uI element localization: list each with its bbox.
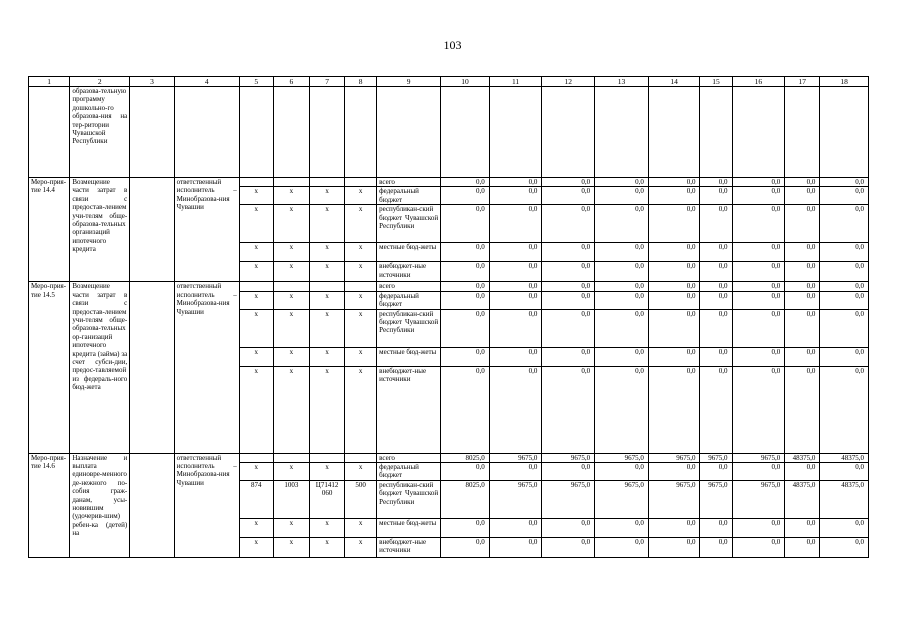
year-value: 9675,0 [700,453,732,462]
year-value: 0,0 [732,347,785,366]
measure-name: Возмещение части затрат в связи с предостав-лением учи-телям обще-образова-тельных организаций ипотечного кредита [70,178,130,282]
year-value: 0,0 [820,538,869,558]
year-value: 0,0 [441,538,490,558]
year-value: 0,0 [595,178,649,187]
year-value: 0,0 [785,282,820,291]
year-value: 0,0 [820,205,869,243]
year-value: 0,0 [441,205,490,243]
section-code: x [273,309,309,347]
executor: ответственный исполнитель – Минобразова-ния Чувашии [174,178,239,282]
grbs-code: x [239,262,273,282]
year-value: 0,0 [595,205,649,243]
col-header: 2 [70,77,130,87]
funding-source: республикан-ский бюджет Чувашской Республики [377,205,441,243]
expense-type-code: x [345,366,377,453]
year-value: 48375,0 [785,453,820,462]
year-value: 0,0 [441,291,490,309]
section-code: x [273,243,309,262]
target-article-code: x [310,205,345,243]
year-value: 0,0 [785,309,820,347]
col-header: 1 [29,77,70,87]
expense-type-code: 500 [345,481,377,519]
measure-code: Меро-прия-тие 14.4 [29,178,70,282]
year-value: 0,0 [595,366,649,453]
year-value: 0,0 [542,519,595,538]
year-value: 0,0 [700,366,732,453]
co-executor [130,282,174,453]
grbs-code [239,178,273,187]
col-header: 12 [542,77,595,87]
year-value: 0,0 [441,347,490,366]
expense-type-code [345,453,377,462]
year-value: 0,0 [595,282,649,291]
year-value: 0,0 [785,463,820,481]
year-value: 0,0 [595,291,649,309]
year-value: 0,0 [441,187,490,205]
section-code: x [273,187,309,205]
expense-type-code [345,178,377,187]
year-value: 0,0 [542,463,595,481]
grbs-code [239,282,273,291]
year-value: 0,0 [785,291,820,309]
year-value: 0,0 [595,347,649,366]
funding-source: всего [377,282,441,291]
year-value: 0,0 [489,463,542,481]
year-value: 0,0 [542,178,595,187]
year-value: 0,0 [732,463,785,481]
year-value: 0,0 [700,187,732,205]
section-code [273,282,309,291]
year-value: 0,0 [489,262,542,282]
expense-type-code [345,282,377,291]
year-value: 9675,0 [648,481,700,519]
expense-type-code: x [345,291,377,309]
year-value: 9675,0 [542,453,595,462]
year-value: 0,0 [732,519,785,538]
year-value: 0,0 [820,187,869,205]
funding-source: местные бюд-жеты [377,243,441,262]
year-value: 0,0 [648,291,700,309]
measure-code: Меро-прия-тие 14.6 [29,453,70,557]
year-value: 48375,0 [820,453,869,462]
funding-source: внебюджет-ные источники [377,262,441,282]
year-value: 0,0 [489,205,542,243]
year-value: 0,0 [648,366,700,453]
col-header: 11 [489,77,542,87]
year-value: 0,0 [542,291,595,309]
grbs-code: x [239,347,273,366]
year-value: 9675,0 [542,481,595,519]
year-value: 0,0 [648,205,700,243]
section-code: x [273,262,309,282]
year-value: 0,0 [441,178,490,187]
funding-source: федеральный бюджет [377,187,441,205]
measure-code: Меро-прия-тие 14.5 [29,282,70,453]
year-value: 0,0 [700,205,732,243]
funding-source: всего [377,453,441,462]
expense-type-code: x [345,463,377,481]
year-value: 0,0 [700,243,732,262]
target-article-code: x [310,463,345,481]
year-value: 0,0 [648,538,700,558]
year-value: 0,0 [785,243,820,262]
year-value: 0,0 [489,282,542,291]
col-header: 6 [273,77,309,87]
year-value: 0,0 [820,463,869,481]
year-value: 0,0 [595,262,649,282]
year-value: 0,0 [595,309,649,347]
target-article-code: x [310,243,345,262]
year-value: 0,0 [820,291,869,309]
funding-source: федеральный бюджет [377,463,441,481]
measure-name: Назначение и выплата единовре-менного де-нежного по-собия граж-данам, усы-новившим (удочерив-шим) ребен-ка (детей) на [70,453,130,557]
year-value: 0,0 [595,538,649,558]
year-value: 0,0 [542,538,595,558]
year-value: 0,0 [732,262,785,282]
section-code: x [273,291,309,309]
section-code: 1003 [273,481,309,519]
funding-source: местные бюд-жеты [377,347,441,366]
year-value: 0,0 [489,538,542,558]
year-value: 0,0 [595,463,649,481]
section-code: x [273,366,309,453]
year-value: 0,0 [700,291,732,309]
funding-source: федеральный бюджет [377,291,441,309]
col-header: 10 [441,77,490,87]
funding-source: республикан-ский бюджет Чувашской Республики [377,309,441,347]
year-value: 0,0 [700,463,732,481]
year-value: 9675,0 [489,453,542,462]
col-header: 7 [310,77,345,87]
expense-type-code: x [345,347,377,366]
grbs-code: 874 [239,481,273,519]
target-article-code: x [310,262,345,282]
year-value: 0,0 [489,243,542,262]
year-value: 0,0 [785,366,820,453]
col-header: 4 [174,77,239,87]
target-article-code: x [310,291,345,309]
year-value: 0,0 [700,347,732,366]
year-value: 0,0 [648,243,700,262]
year-value: 0,0 [595,243,649,262]
grbs-code: x [239,463,273,481]
year-value: 0,0 [441,262,490,282]
target-article-code: x [310,347,345,366]
col-header: 17 [785,77,820,87]
grbs-code: x [239,309,273,347]
year-value: 0,0 [700,282,732,291]
section-code: x [273,205,309,243]
year-value: 0,0 [441,519,490,538]
expense-type-code: x [345,187,377,205]
year-value: 0,0 [820,262,869,282]
year-value: 0,0 [700,178,732,187]
year-value: 0,0 [732,366,785,453]
page-number: 103 [443,38,462,52]
year-value: 0,0 [648,282,700,291]
year-value: 0,0 [489,519,542,538]
year-value: 0,0 [441,463,490,481]
year-value: 0,0 [732,243,785,262]
continuation-row [29,87,869,178]
year-value: 0,0 [732,205,785,243]
target-article-code: Ц71412 060 [310,481,345,519]
year-value: 0,0 [542,262,595,282]
year-value: 0,0 [820,309,869,347]
year-value: 0,0 [785,347,820,366]
year-value: 0,0 [441,309,490,347]
year-value: 0,0 [489,291,542,309]
measure-name: Возмещение части затрат в связи с предостав-лением учи-телям обще-образова-тельных ор-ганизаций ипотечного кредита (займа) за счет субси-дии, предос-тавляемой из федераль-ного бюд-жета [70,282,130,453]
funding-source: внебюджет-ные источники [377,366,441,453]
section-code: x [273,519,309,538]
year-value: 0,0 [820,519,869,538]
year-value: 0,0 [785,187,820,205]
grbs-code: x [239,243,273,262]
year-value: 0,0 [820,282,869,291]
target-article-code [310,282,345,291]
year-value: 0,0 [648,178,700,187]
year-value: 9675,0 [732,481,785,519]
year-value: 0,0 [489,347,542,366]
funding-source: внебюджет-ные источники [377,538,441,558]
year-value: 0,0 [648,347,700,366]
grbs-code: x [239,205,273,243]
year-value: 0,0 [489,366,542,453]
year-value: 0,0 [542,205,595,243]
year-value: 9675,0 [648,453,700,462]
target-article-code: x [310,309,345,347]
expense-type-code: x [345,538,377,558]
target-article-code: x [310,187,345,205]
executor: ответственный исполнитель – Минобразова-ния Чувашии [174,282,239,453]
grbs-code: x [239,366,273,453]
co-executor [130,178,174,282]
co-executor [130,453,174,557]
executor: ответственный исполнитель – Минобразова-ния Чувашии [174,453,239,557]
year-value: 0,0 [542,366,595,453]
year-value: 0,0 [648,309,700,347]
year-value: 0,0 [489,187,542,205]
col-header: 15 [700,77,732,87]
year-value: 0,0 [542,347,595,366]
year-value: 0,0 [648,463,700,481]
target-article-code: x [310,538,345,558]
year-value: 0,0 [700,538,732,558]
year-value: 0,0 [542,309,595,347]
source-row [29,178,869,187]
year-value: 0,0 [820,347,869,366]
section-code: x [273,538,309,558]
year-value: 0,0 [700,309,732,347]
year-value: 9675,0 [595,481,649,519]
source-row [29,282,869,291]
year-value: 0,0 [820,366,869,453]
year-value: 0,0 [648,519,700,538]
col-header: 3 [130,77,174,87]
grbs-code: x [239,291,273,309]
col-header: 9 [377,77,441,87]
year-value: 0,0 [489,178,542,187]
target-article-code: x [310,519,345,538]
year-value: 0,0 [732,282,785,291]
expense-type-code: x [345,519,377,538]
year-value: 0,0 [648,262,700,282]
target-article-code [310,453,345,462]
col-header: 13 [595,77,649,87]
year-value: 0,0 [648,187,700,205]
year-value: 0,0 [441,282,490,291]
col-header: 14 [648,77,700,87]
year-value: 0,0 [732,538,785,558]
grbs-code: x [239,519,273,538]
year-value: 0,0 [785,519,820,538]
funding-source: местные бюд-жеты [377,519,441,538]
year-value: 0,0 [785,205,820,243]
funding-source: республикан-ский бюджет Чувашской Республики [377,481,441,519]
year-value: 0,0 [700,519,732,538]
section-code: x [273,463,309,481]
year-value: 9675,0 [489,481,542,519]
expense-type-code: x [345,309,377,347]
year-value: 0,0 [595,519,649,538]
year-value: 9675,0 [595,453,649,462]
header-row [29,77,869,87]
year-value: 0,0 [542,243,595,262]
year-value: 0,0 [732,291,785,309]
year-value: 9675,0 [732,453,785,462]
grbs-code: x [239,538,273,558]
col-header: 16 [732,77,785,87]
year-value: 0,0 [595,187,649,205]
year-value: 0,0 [732,178,785,187]
year-value: 8025,0 [441,453,490,462]
year-value: 48375,0 [820,481,869,519]
year-value: 0,0 [441,243,490,262]
year-value: 0,0 [542,282,595,291]
year-value: 0,0 [820,178,869,187]
section-code [273,178,309,187]
year-value: 0,0 [785,262,820,282]
section-code: x [273,347,309,366]
grbs-code [239,453,273,462]
target-article-code: x [310,366,345,453]
funding-source: всего [377,178,441,187]
budget-table [28,76,869,558]
expense-type-code: x [345,205,377,243]
expense-type-code: x [345,262,377,282]
year-value: 0,0 [542,187,595,205]
continued-measure-name: образова-тельную программу дошкольно-го образова-ния на тер-ритории Чувашской Республики [70,87,130,178]
year-value: 0,0 [700,262,732,282]
source-row [29,453,869,462]
year-value: 8025,0 [441,481,490,519]
year-value: 0,0 [732,309,785,347]
year-value: 0,0 [820,243,869,262]
year-value: 0,0 [785,178,820,187]
year-value: 0,0 [732,187,785,205]
section-code [273,453,309,462]
year-value: 0,0 [489,309,542,347]
year-value: 48375,0 [785,481,820,519]
year-value: 0,0 [441,366,490,453]
col-header: 18 [820,77,869,87]
col-header: 5 [239,77,273,87]
expense-type-code: x [345,243,377,262]
target-article-code [310,178,345,187]
year-value: 0,0 [785,538,820,558]
grbs-code: x [239,187,273,205]
year-value: 9675,0 [700,481,732,519]
col-header: 8 [345,77,377,87]
